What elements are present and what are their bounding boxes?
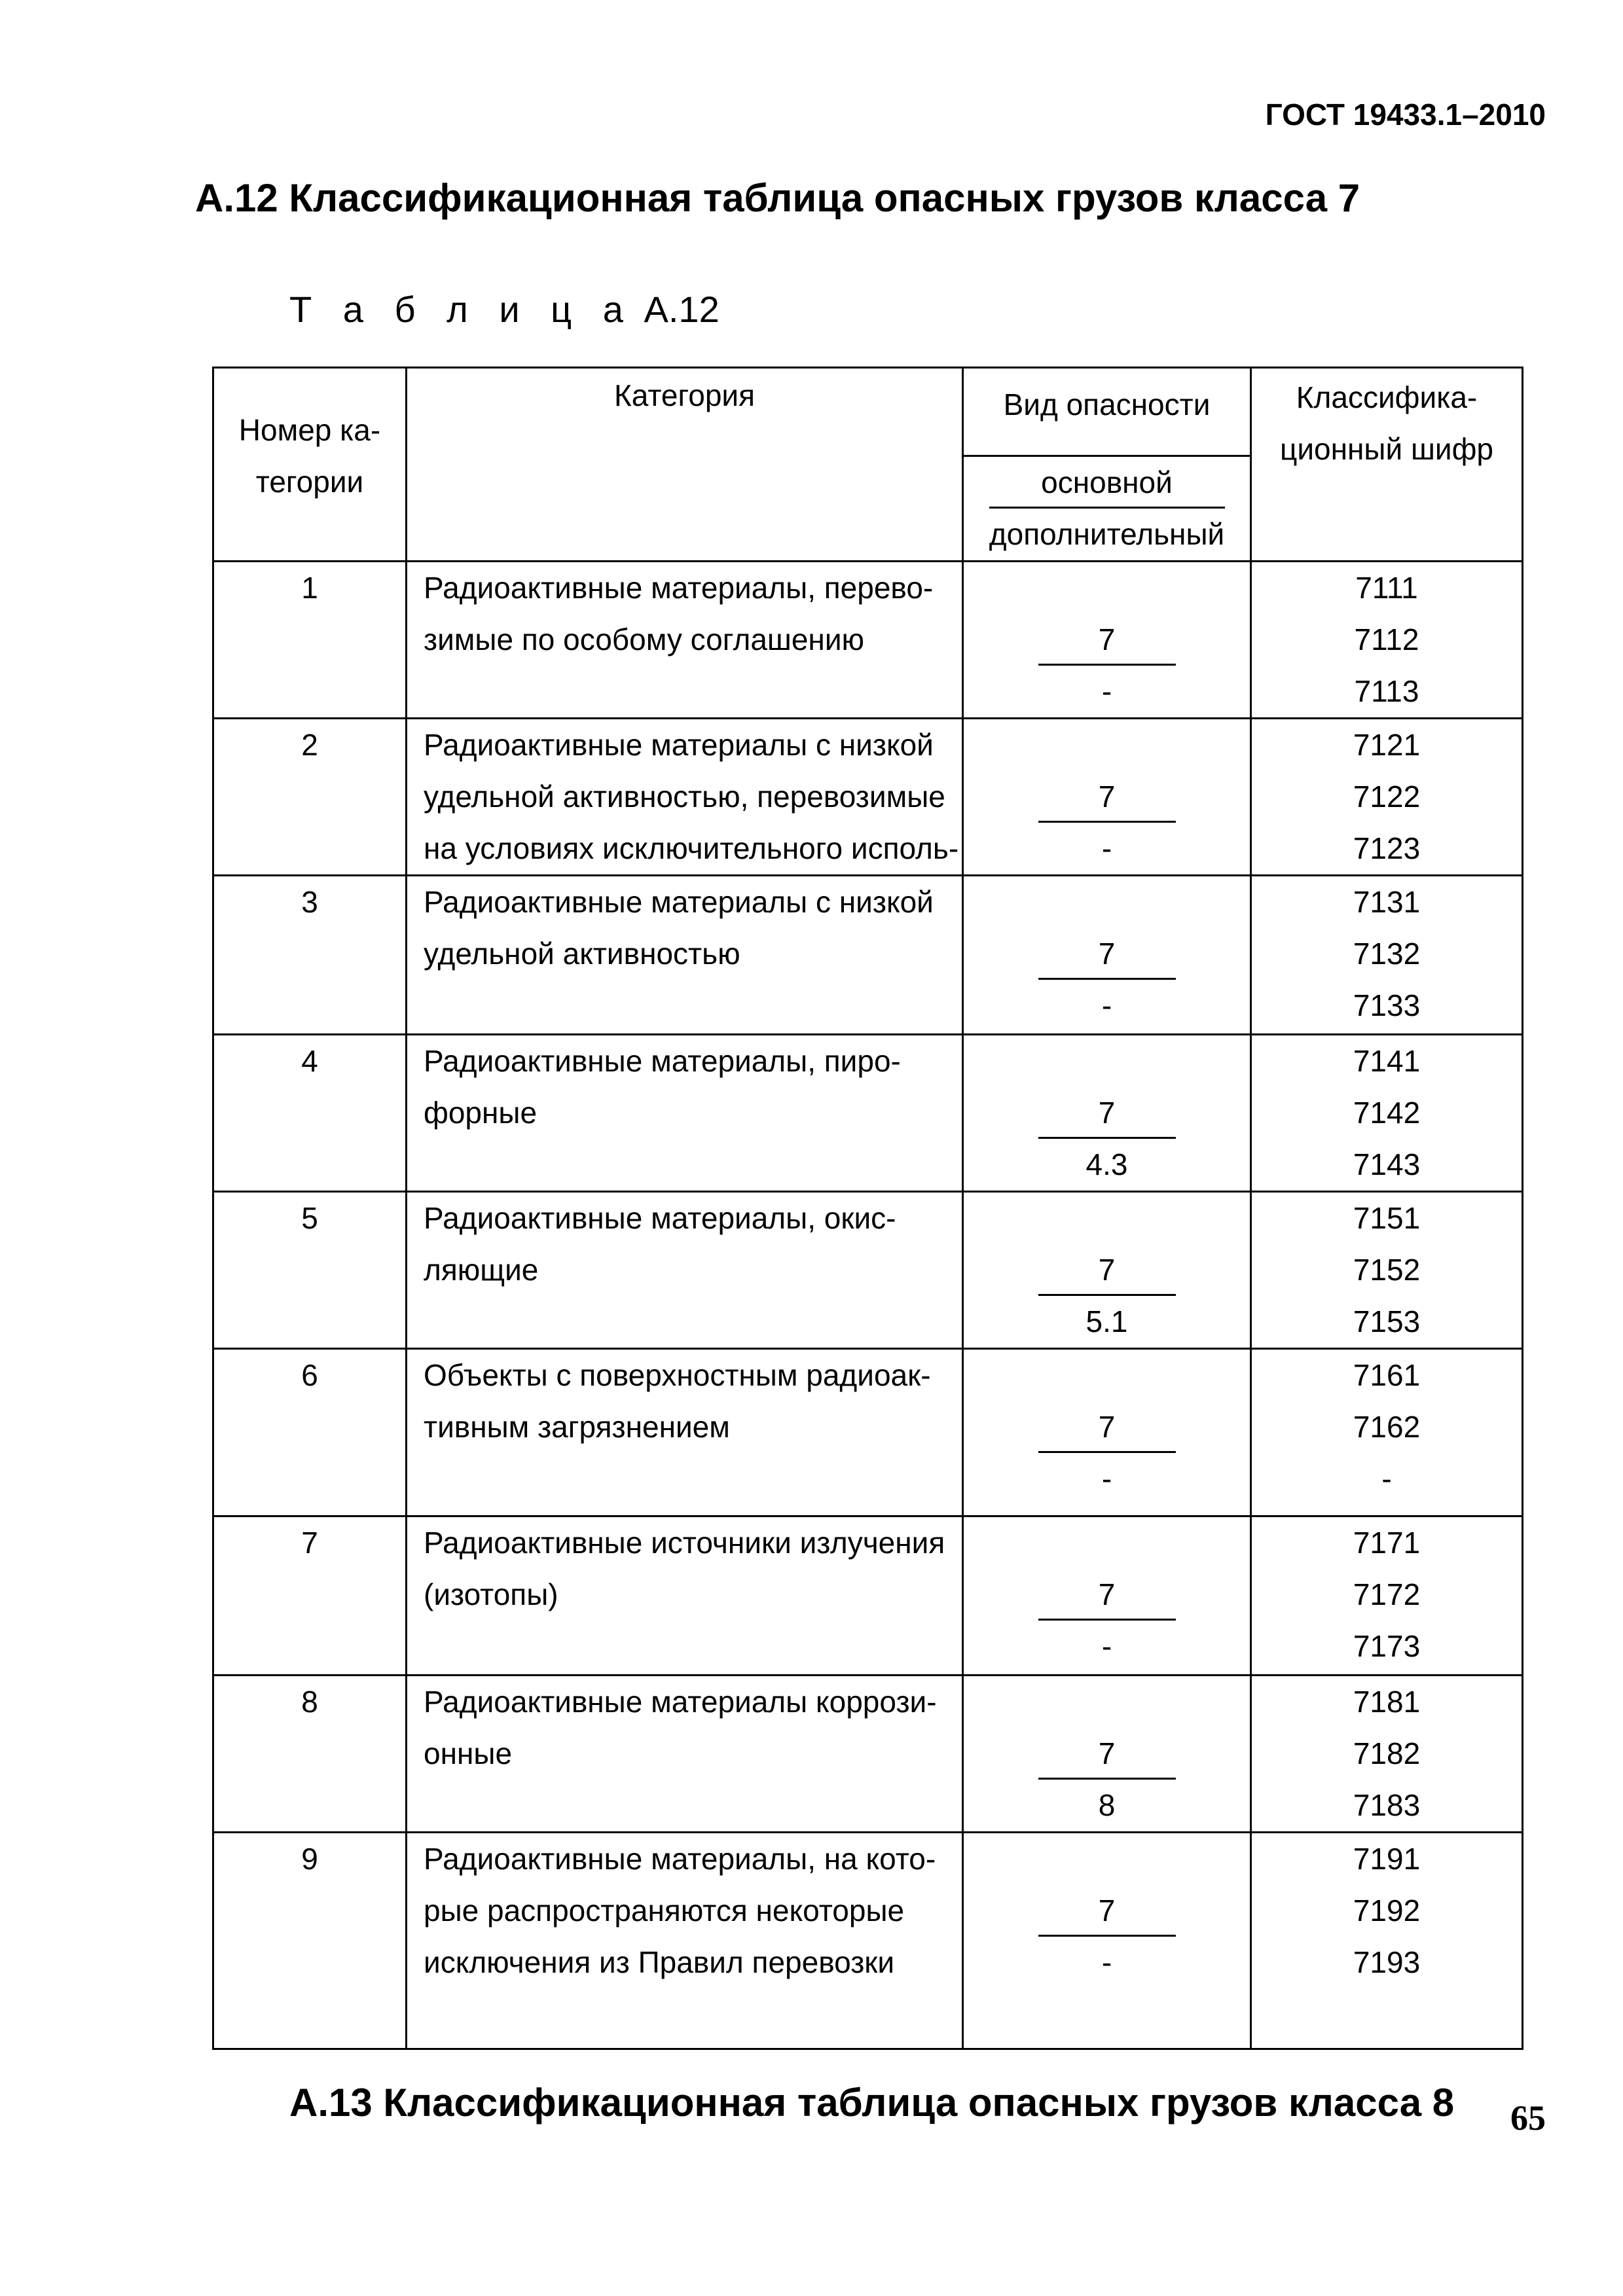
classification-code: 7193	[1353, 1945, 1421, 1979]
classification-codes	[1251, 1035, 1523, 1192]
page-number: 65	[1510, 2098, 1546, 2138]
classification-codes	[1251, 1676, 1523, 1833]
category-line: Объекты с поверхностным радиоак-	[424, 1358, 931, 1392]
table-row	[213, 719, 1523, 876]
header-number-line: Номер ка-	[238, 413, 381, 447]
category-line	[407, 1453, 962, 1505]
classification-codes	[1251, 719, 1523, 876]
category-number-text: 6	[301, 1358, 318, 1392]
category-description	[407, 1833, 963, 2049]
category-line: на условиях исключительного исполь-	[424, 831, 959, 865]
category-line: форные	[424, 1096, 538, 1130]
category-description	[407, 1349, 963, 1516]
classification-code: 7153	[1353, 1304, 1421, 1338]
classification-code: 7112	[1354, 622, 1419, 656]
header-code-line: ционный шифр	[1280, 432, 1493, 466]
header-hazard-fraction	[989, 457, 1225, 560]
category-description	[407, 876, 963, 1035]
hazard-main: 7	[1038, 1087, 1176, 1139]
hazard-type	[963, 1833, 1251, 2049]
header-hazard-additional: дополнительный	[989, 517, 1225, 551]
header-category-text: Категория	[613, 378, 756, 412]
category-number-text: 7	[301, 1526, 318, 1560]
header-hazard-main: основной	[989, 457, 1225, 509]
classification-code: 7131	[1353, 885, 1421, 919]
section-heading-a13	[289, 2080, 1454, 2125]
classification-code: 7141	[1353, 1044, 1421, 1078]
classification-codes	[1251, 1833, 1523, 2049]
table-row	[213, 1035, 1523, 1192]
classification-code: 7152	[1353, 1253, 1421, 1287]
category-number	[213, 1349, 407, 1516]
table-row	[213, 1676, 1523, 1833]
classification-code: 7121	[1353, 728, 1421, 762]
category-line: Радиоактивные материалы, на кото-	[424, 1842, 936, 1876]
classification-code: 7171	[1353, 1526, 1421, 1560]
category-line	[407, 1139, 962, 1191]
category-number	[213, 876, 407, 1035]
category-number-text: 4	[301, 1044, 318, 1078]
category-number	[213, 1516, 407, 1676]
category-line: Радиоактивные материалы с низкой	[424, 728, 934, 762]
hazard-additional: 8	[1098, 1788, 1116, 1822]
classification-code: 7151	[1353, 1201, 1421, 1235]
table-caption-number: А.12	[644, 289, 720, 330]
hazard-type	[963, 1676, 1251, 1833]
category-line: удельной активностью, перевозимые	[424, 780, 945, 814]
category-line	[407, 666, 962, 717]
hazard-type	[963, 876, 1251, 1035]
hazard-type	[963, 1516, 1251, 1676]
classification-code: 7183	[1353, 1788, 1421, 1822]
table-row	[213, 1192, 1523, 1349]
classification-code: 7173	[1353, 1629, 1421, 1663]
category-description	[407, 1676, 963, 1833]
section-title-text: Классификационная таблица опасных грузов класса 7	[289, 176, 1360, 220]
classification-code: 7162	[1353, 1410, 1421, 1444]
category-number-text: 2	[301, 728, 318, 762]
classification-code: 7113	[1354, 674, 1419, 708]
table-caption	[289, 288, 720, 331]
category-line	[407, 1780, 962, 1831]
header-code-line: Классифика-	[1296, 380, 1478, 414]
hazard-main: 7	[1038, 771, 1176, 823]
header-number-line: тегории	[255, 465, 364, 499]
section-heading-a12	[195, 175, 1360, 221]
classification-codes	[1251, 562, 1523, 719]
category-number-text: 5	[301, 1201, 318, 1235]
category-number-text: 1	[301, 571, 318, 605]
document-code: ГОСТ 19433.1–2010	[1265, 98, 1546, 132]
classification-code: 7182	[1353, 1736, 1421, 1770]
hazard-additional: -	[1101, 1629, 1112, 1663]
classification-code: 7143	[1353, 1147, 1421, 1181]
classification-code: 7111	[1355, 571, 1418, 605]
table-row	[213, 1349, 1523, 1516]
category-line: Радиоактивные материалы с низкой	[424, 885, 934, 919]
section-number: А.12	[195, 176, 278, 220]
category-line: онные	[424, 1736, 513, 1770]
classification-codes	[1251, 1516, 1523, 1676]
category-line: Радиоактивные материалы, пиро-	[424, 1044, 901, 1078]
section-title-text: Классификационная таблица опасных грузов класса 8	[383, 2081, 1455, 2125]
hazard-type	[963, 719, 1251, 876]
classification-code: 7123	[1353, 831, 1421, 865]
table-row	[213, 1516, 1523, 1676]
category-line: Радиоактивные материалы, перево-	[424, 571, 934, 605]
category-number-text: 8	[301, 1685, 318, 1719]
category-number	[213, 1833, 407, 2049]
category-number	[213, 562, 407, 719]
hazard-main: 7	[1038, 1569, 1176, 1621]
classification-code: 7161	[1353, 1358, 1421, 1392]
hazard-main: 7	[1038, 928, 1176, 980]
category-number	[213, 1192, 407, 1349]
hazard-additional: 5.1	[1085, 1304, 1128, 1338]
category-description	[407, 562, 963, 719]
classification-code: 7191	[1353, 1842, 1421, 1876]
hazard-additional: -	[1101, 988, 1112, 1022]
header-hazard	[963, 368, 1251, 562]
category-description	[407, 1035, 963, 1192]
classification-code: 7132	[1353, 937, 1421, 971]
classification-table	[212, 367, 1523, 2050]
category-line: Радиоактивные источники излучения	[424, 1526, 945, 1560]
header-code	[1251, 368, 1523, 562]
category-number	[213, 1676, 407, 1833]
category-description	[407, 1192, 963, 1349]
category-line: Радиоактивные материалы коррози-	[424, 1685, 937, 1719]
hazard-type	[963, 1192, 1251, 1349]
category-line: (изотопы)	[424, 1577, 558, 1611]
classification-codes	[1251, 1349, 1523, 1516]
category-line: тивным загрязнением	[424, 1410, 730, 1444]
table-header-row	[213, 368, 1523, 562]
classification-code: 7142	[1353, 1096, 1421, 1130]
category-line: Радиоактивные материалы, окис-	[424, 1201, 896, 1235]
classification-codes	[1251, 876, 1523, 1035]
category-description	[407, 1516, 963, 1676]
classification-code: 7172	[1353, 1577, 1421, 1611]
category-number-text: 3	[301, 885, 318, 919]
table-row	[213, 562, 1523, 719]
classification-code: 7122	[1353, 780, 1421, 814]
classification-code: 7192	[1353, 1893, 1421, 1928]
category-line	[407, 1296, 962, 1348]
hazard-type	[963, 1035, 1251, 1192]
header-hazard-text: Вид опасности	[964, 368, 1250, 457]
category-line	[407, 980, 962, 1031]
category-line	[407, 1621, 962, 1672]
hazard-main: 7	[1038, 1728, 1176, 1780]
hazard-main: 7	[1038, 1885, 1176, 1937]
hazard-main: 7	[1038, 1401, 1176, 1453]
hazard-type	[963, 562, 1251, 719]
category-line: удельной активностью	[424, 937, 740, 971]
category-line: исключения из Правил перевозки	[424, 1945, 895, 1979]
category-line: зимые по особому соглашению	[424, 622, 865, 656]
header-category	[407, 368, 963, 562]
classification-code: -	[1381, 1462, 1392, 1496]
table-row	[213, 876, 1523, 1035]
hazard-additional: -	[1101, 831, 1112, 865]
table-caption-prefix: Т а б л и ц а	[289, 289, 634, 330]
category-number	[213, 1035, 407, 1192]
header-number	[213, 368, 407, 562]
category-number	[213, 719, 407, 876]
hazard-additional: -	[1101, 1945, 1112, 1979]
hazard-main: 7	[1038, 614, 1176, 666]
hazard-type	[963, 1349, 1251, 1516]
hazard-additional: 4.3	[1085, 1147, 1128, 1181]
table-row	[213, 1833, 1523, 2049]
classification-code: 7181	[1353, 1685, 1421, 1719]
section-number: А.13	[289, 2081, 373, 2125]
category-number-text: 9	[301, 1842, 318, 1876]
classification-code: 7133	[1353, 988, 1421, 1022]
hazard-main: 7	[1038, 1244, 1176, 1296]
hazard-additional: -	[1101, 1462, 1112, 1496]
classification-codes	[1251, 1192, 1523, 1349]
category-line: ляющие	[424, 1253, 539, 1287]
category-description	[407, 719, 963, 876]
category-line: рые распространяются некоторые	[424, 1893, 905, 1928]
hazard-additional: -	[1101, 674, 1112, 708]
